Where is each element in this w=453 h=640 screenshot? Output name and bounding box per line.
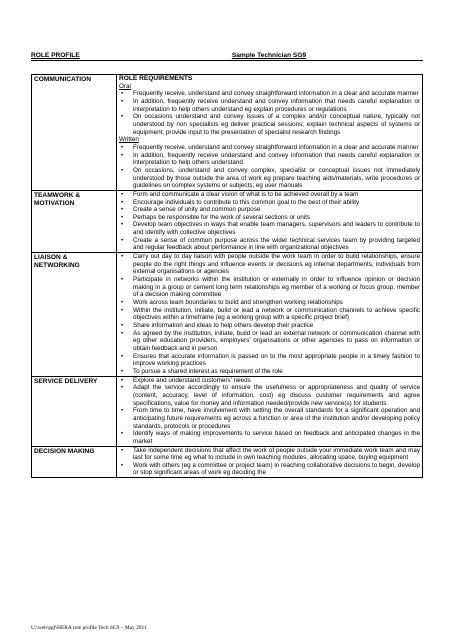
section-row — [32, 190, 423, 252]
section-content — [117, 75, 423, 191]
bullet-item: • Create a sense of unity and common purpose — [119, 206, 420, 214]
bullet-item: • Frequently receive, understand and convey straightforward information in a clear and accurate manner — [119, 90, 420, 98]
section-row — [32, 446, 423, 478]
bullet-item: • Perhaps be responsible for the work of several sections or units — [119, 214, 420, 222]
bullet-item: • Ensures that accurate information is passed on to the most appropriate people in a timely fashion to improve working practices — [119, 353, 420, 368]
section-row — [32, 376, 423, 446]
bullet-item: • On occasions, understand and convey complex, specialist or conceptual issues not immediately understood by those outside the area of work eg prepare teaching aids/materials, write procedures or guidelines on complex systems or subjects; eg user manuals — [119, 167, 420, 190]
bullet-item: • Take independent decisions that affect the work of people outside your immediate work team and may last for some time eg what to include in own teaching modules, allocating space, buying equipment — [119, 447, 420, 462]
bullet-item: • Carry out day to day liaison with people outside the work team in order to build relationships, ensure people do the right things and influence events or decisions eg internal departments, individuals from external organisations or agencies — [119, 253, 420, 276]
bullet-item: • Develop team objectives in ways that enable team managers, supervisors and leaders to contribute to and identify with collective objectives — [119, 221, 420, 236]
bullet-item: • In addition, frequently receive understand and convey information that needs careful explanation or interpretation to help others understand — [119, 152, 420, 167]
section-row — [32, 253, 423, 377]
section-content — [117, 190, 423, 252]
bullet-item: • From time to time, have involvement with setting the overall standards for a significant operation and anticipating future requirements eg across a function or area of the institution and/or developing policy standards, protocols or procedures — [119, 407, 420, 430]
bullet-list — [119, 253, 420, 376]
section-row — [32, 75, 423, 191]
section-content — [117, 253, 423, 377]
bullet-item: • Encourage individuals to contribute to this common goal to the best of their ability — [119, 199, 420, 207]
bullet-item: • Identify ways of making improvements to service based on feedback and anticipated changes in the market — [119, 430, 420, 445]
section-name: LIAISON & NETWORKING — [32, 253, 117, 377]
document-header — [31, 52, 423, 61]
bullet-item: • Form and communicate a clear vision of what is to be achieved overall by a team — [119, 191, 420, 199]
bullet-item: • In addition, frequently receive understand and convey information that needs careful explanation or interpretation to help others understand eg explain procedures or regulations — [119, 98, 420, 113]
section-name: COMMUNICATION — [32, 75, 117, 191]
bullet-item: • To pursue a shared interest as requirement of the role — [119, 368, 420, 376]
bullet-list — [119, 447, 420, 478]
bullet-list — [119, 377, 420, 446]
bullet-item: • Within the institution, initiate, build or lead a network or communication channels to achieve specific objectives within a timeframe (eg a working group with a specific project brief) — [119, 307, 420, 322]
section-name: TEAMWORK & MOTIVATION — [32, 190, 117, 252]
bullet-item: • Create a sense of common purpose across the wider technical services team by providing targeted and regular feedback about performance in line with organizational objectives — [119, 237, 420, 252]
section-name: DECISION MAKING — [32, 446, 117, 478]
group-subheading: Oral — [119, 82, 131, 90]
section-content — [117, 376, 423, 446]
header-title: Sample Technician SG9 — [231, 52, 307, 59]
bullet-item: • Frequently receive, understand and convey straightforward information in a clear and accurate manner — [119, 144, 420, 152]
bullet-item: • Work across team boundaries to build and strengthen working relationships — [119, 299, 420, 307]
group-subheading: Written — [119, 136, 139, 144]
requirements-table — [31, 74, 423, 478]
bullet-list — [119, 191, 420, 252]
bullet-list — [119, 90, 420, 136]
section-name: SERVICE DELIVERY — [32, 376, 117, 446]
header-label: ROLE PROFILE — [31, 52, 80, 59]
requirements-heading: ROLE REQUIREMENTS — [119, 75, 193, 82]
bullet-item: • Explore and understand customers' needs — [119, 377, 420, 385]
role-profile-page — [31, 52, 423, 478]
footer-path: U:\web\pgf\HERA role profile Tech SG9 – May 2011 — [31, 625, 147, 631]
bullet-item: • As agreed by the institution, initiate, build or lead an external network or communication channel with eg other education providers, employers' organisations or other agencies to pass on information or obtain feedback and in person — [119, 330, 420, 353]
section-content — [117, 446, 423, 478]
bullet-item: • Share information and ideas to help others develop their practice — [119, 322, 420, 330]
bullet-item: • On occasions understand and convey issues of a complex and/or conceptual nature, typically not understood by non specialists eg deliver practical sessions; explain technical aspects of systems or equipment; provide input to the presentation of specialist research findings — [119, 113, 420, 136]
bullet-item: • Adapt the service accordingly to ensure the usefulness or appropriateness and quality of service (content, accuracy, level of information, cost) eg discuss customer requirements and agree specifications, value for money and information needed/provide new service(s) for students — [119, 384, 420, 407]
bullet-item: • Work with others (eg a committee or project team) in reaching collaborative decisions to begin, develop or stop significant areas of work eg deciding the — [119, 462, 420, 477]
bullet-item: • Participate in networks within the institution or externally in order to influence opinion or decision making in a group or cement long term relationships eg member of a working or focus group, member of a decision making committee — [119, 276, 420, 299]
bullet-list — [119, 144, 420, 190]
